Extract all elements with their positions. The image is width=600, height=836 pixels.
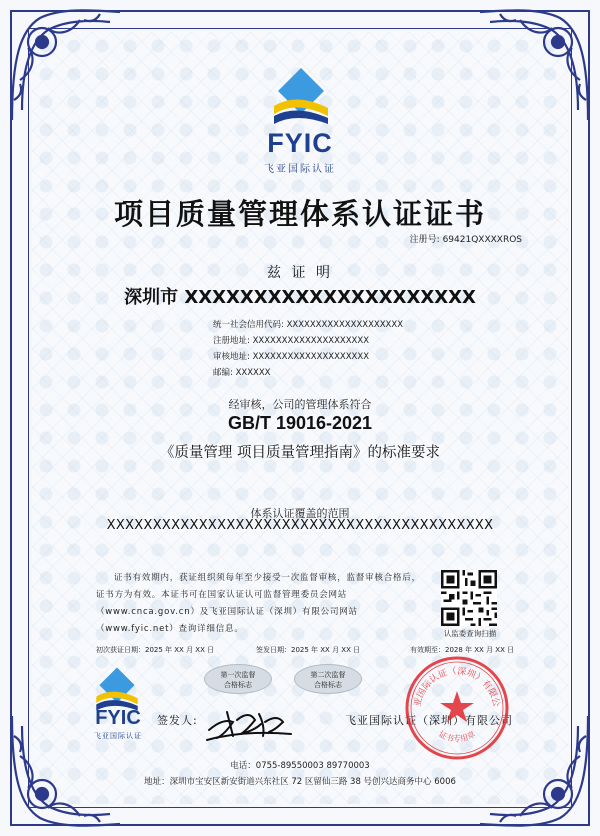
- postcode: 邮编: XXXXXX: [213, 368, 271, 378]
- audit-statement: 经审核，公司的管理体系符合: [228, 398, 372, 411]
- brand-name: FYIC: [267, 128, 333, 158]
- hereby-certify: 兹 证 明: [267, 265, 333, 281]
- corner-ornament-top-right: [470, 0, 600, 130]
- credit-code: 统一社会信用代码: XXXXXXXXXXXXXXXXXXXX: [213, 320, 404, 330]
- registration-number: 注册号: 69421QXXXXROS: [409, 235, 522, 245]
- phone: 电话：0755-89550003 89770003: [230, 761, 370, 771]
- issuer-name: 飞亚国际认证（深圳）有限公司: [345, 714, 513, 727]
- seal-top-text: 亚国际认证（深圳）有限公: [413, 666, 501, 708]
- issue-date: 签发日期：2025 年 XX 月 XX 日: [256, 646, 361, 654]
- fyic-logo-icon: [266, 66, 336, 126]
- fyic-logo-small-icon: [88, 666, 146, 712]
- standard-name: 《质量管理 项目质量管理指南》的标准要求: [159, 445, 441, 461]
- supervision-label-line2: 合格标志: [224, 681, 252, 689]
- company-name: 深圳市 XXXXXXXXXXXXXXXXXXXXX: [124, 287, 476, 308]
- standard-code: GB/T 19016-2021: [227, 413, 373, 433]
- scope-text: XXXXXXXXXXXXXXXXXXXXXXXXXXXXXXXXXXXXXXXXXX: [106, 518, 494, 533]
- first-issue-date: 初次获证日期：2025 年 XX 月 XX 日: [96, 646, 215, 654]
- scope-title: 体系认证覆盖的范围: [250, 507, 350, 520]
- svg-text:证书专用章: [437, 729, 477, 744]
- supervision-label-line2: 合格标志: [314, 681, 342, 689]
- expiry-date: 有效期至：2028 年 XX 月 XX 日: [410, 646, 515, 654]
- audit-address: 审核地址: XXXXXXXXXXXXXXXXXXXX: [213, 352, 370, 362]
- signature-icon: [203, 700, 295, 744]
- brand-subtitle: 飞亚国际认证: [264, 164, 336, 175]
- qr-code-icon: [441, 570, 497, 626]
- registered-address: 注册地址: XXXXXXXXXXXXXXXXXXXX: [213, 336, 370, 346]
- brand-subtitle-footer: 飞亚国际认证: [94, 732, 142, 740]
- second-supervision-mark: [294, 664, 362, 694]
- certificate-title: 项目质量管理体系认证证书: [113, 197, 486, 231]
- seal-bottom-text: 证书专用章: [437, 729, 477, 744]
- supervision-label-line1: 第一次监督: [220, 671, 256, 679]
- brand-name-footer: FYIC: [95, 707, 141, 729]
- corner-ornament-top-left: [0, 0, 130, 130]
- supervision-label-line1: 第二次监督: [310, 671, 346, 679]
- address: 地址：深圳市宝安区新安街道兴东社区 72 区留仙三路 38 号创兴达商务中心 6006: [144, 777, 456, 787]
- first-supervision-mark: [204, 664, 272, 694]
- qr-label: 认监委查询扫描: [443, 629, 497, 638]
- signer-label: 签发人:: [157, 714, 198, 727]
- official-seal-icon: [402, 653, 512, 763]
- validity-note: 证书有效期内，获证组织须每年至少接受一次监督审核，监督审核合格后，证书方为有效。本证书可在国家认证认可监督管理委员会网站（www.cnca.gov.cn）及飞亚国际认证（深圳）有限公司网站（www.fyic.net）查询详细信息。: [96, 573, 421, 634]
